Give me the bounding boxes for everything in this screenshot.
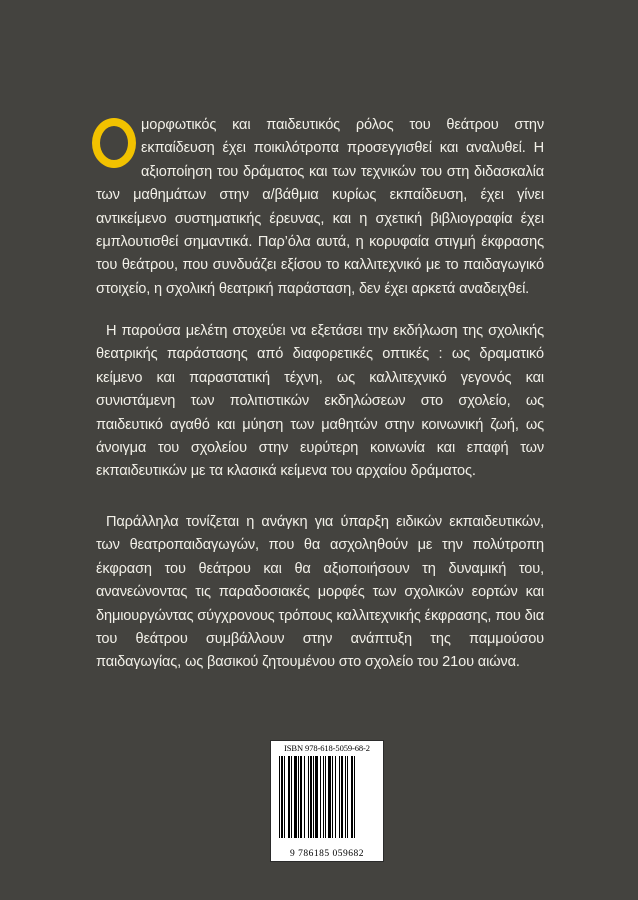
- isbn-label: ISBN 978-618-5059-68-2: [284, 743, 370, 753]
- blurb-paragraph-2: Η παρούσα μελέτη στοχεύει να εξετάσει την εκδήλωση της σχολικής θεατρικής παράστασης από διαφορετικές οπτικές : ως δραματικό κείμενο και παραστατική τέχνη, ως καλλιτεχνικό γεγονός και συνιστάμενη των πολιτιστικών εκδηλώσεων στο σχολείο, ως παιδευτικό αγαθό και μύηση των μαθητών στην κοινωνική ζωή, ως άνοιγμα του σχολείου στην ευρύτερη κοινωνία και επαφή των εκπαιδευτικών με τα κλασικά κείμενα του αρχαίου δράματος.: [96, 323, 544, 480]
- paragraph-1-text: μορφωτικός και παιδευτικός ρόλος του θεάτρου στην εκπαίδευση έχει ποικιλότροπα προσεγγισθεί και αναλυθεί. Η αξιοποίηση του δράματος και των τεχνικών του στη διδασκαλία των μαθημάτων στην α/βάθμια κυρίως εκπαίδευση, έχει γίνει αντικείμενο συστηματικής έρευνας, και η σχετική βιβλιογραφία έχει εμπλουτισθεί σημαντικά. Παρ’όλα αυτά, η κορυφαία στιγμή έκφρασης του θεάτρου, που συνδυάζει εξίσου το καλλιτεχνικό με το παιδαγωγικό στοιχείο, η σχολική θεατρική παράσταση, δεν έχει αρκετά αναδειχθεί.: [96, 117, 544, 297]
- blurb-paragraph-3: Παράλληλα τονίζεται η ανάγκη για ύπαρξη ειδικών εκπαιδευτικών, των θεατροπαιδαγωγών, που θα ασχοληθούν με την πολύτροπη έκφραση του θεάτρου και θα αξιοποιήσουν τη δυναμική του, ανανεώνοντας τις παραδοσιακές μορφές των σχολικών εορτών και δημιουργώντας σύγχρονους τρόπους καλλιτεχνικής έκφρασης, που δια του θεάτρου συμβάλλουν στην ανάπτυξη της παμμούσου παιδαγωγίας, ως βασικού ζητουμένου στο σχολείο του 21ου αιώνα.: [96, 514, 544, 671]
- dropcap-letter-o: [92, 118, 136, 168]
- blurb-paragraph-1: [96, 114, 544, 301]
- barcode-digits: 9 786185 059682: [290, 849, 364, 859]
- barcode-bars: [279, 756, 375, 838]
- isbn-barcode: [270, 740, 384, 862]
